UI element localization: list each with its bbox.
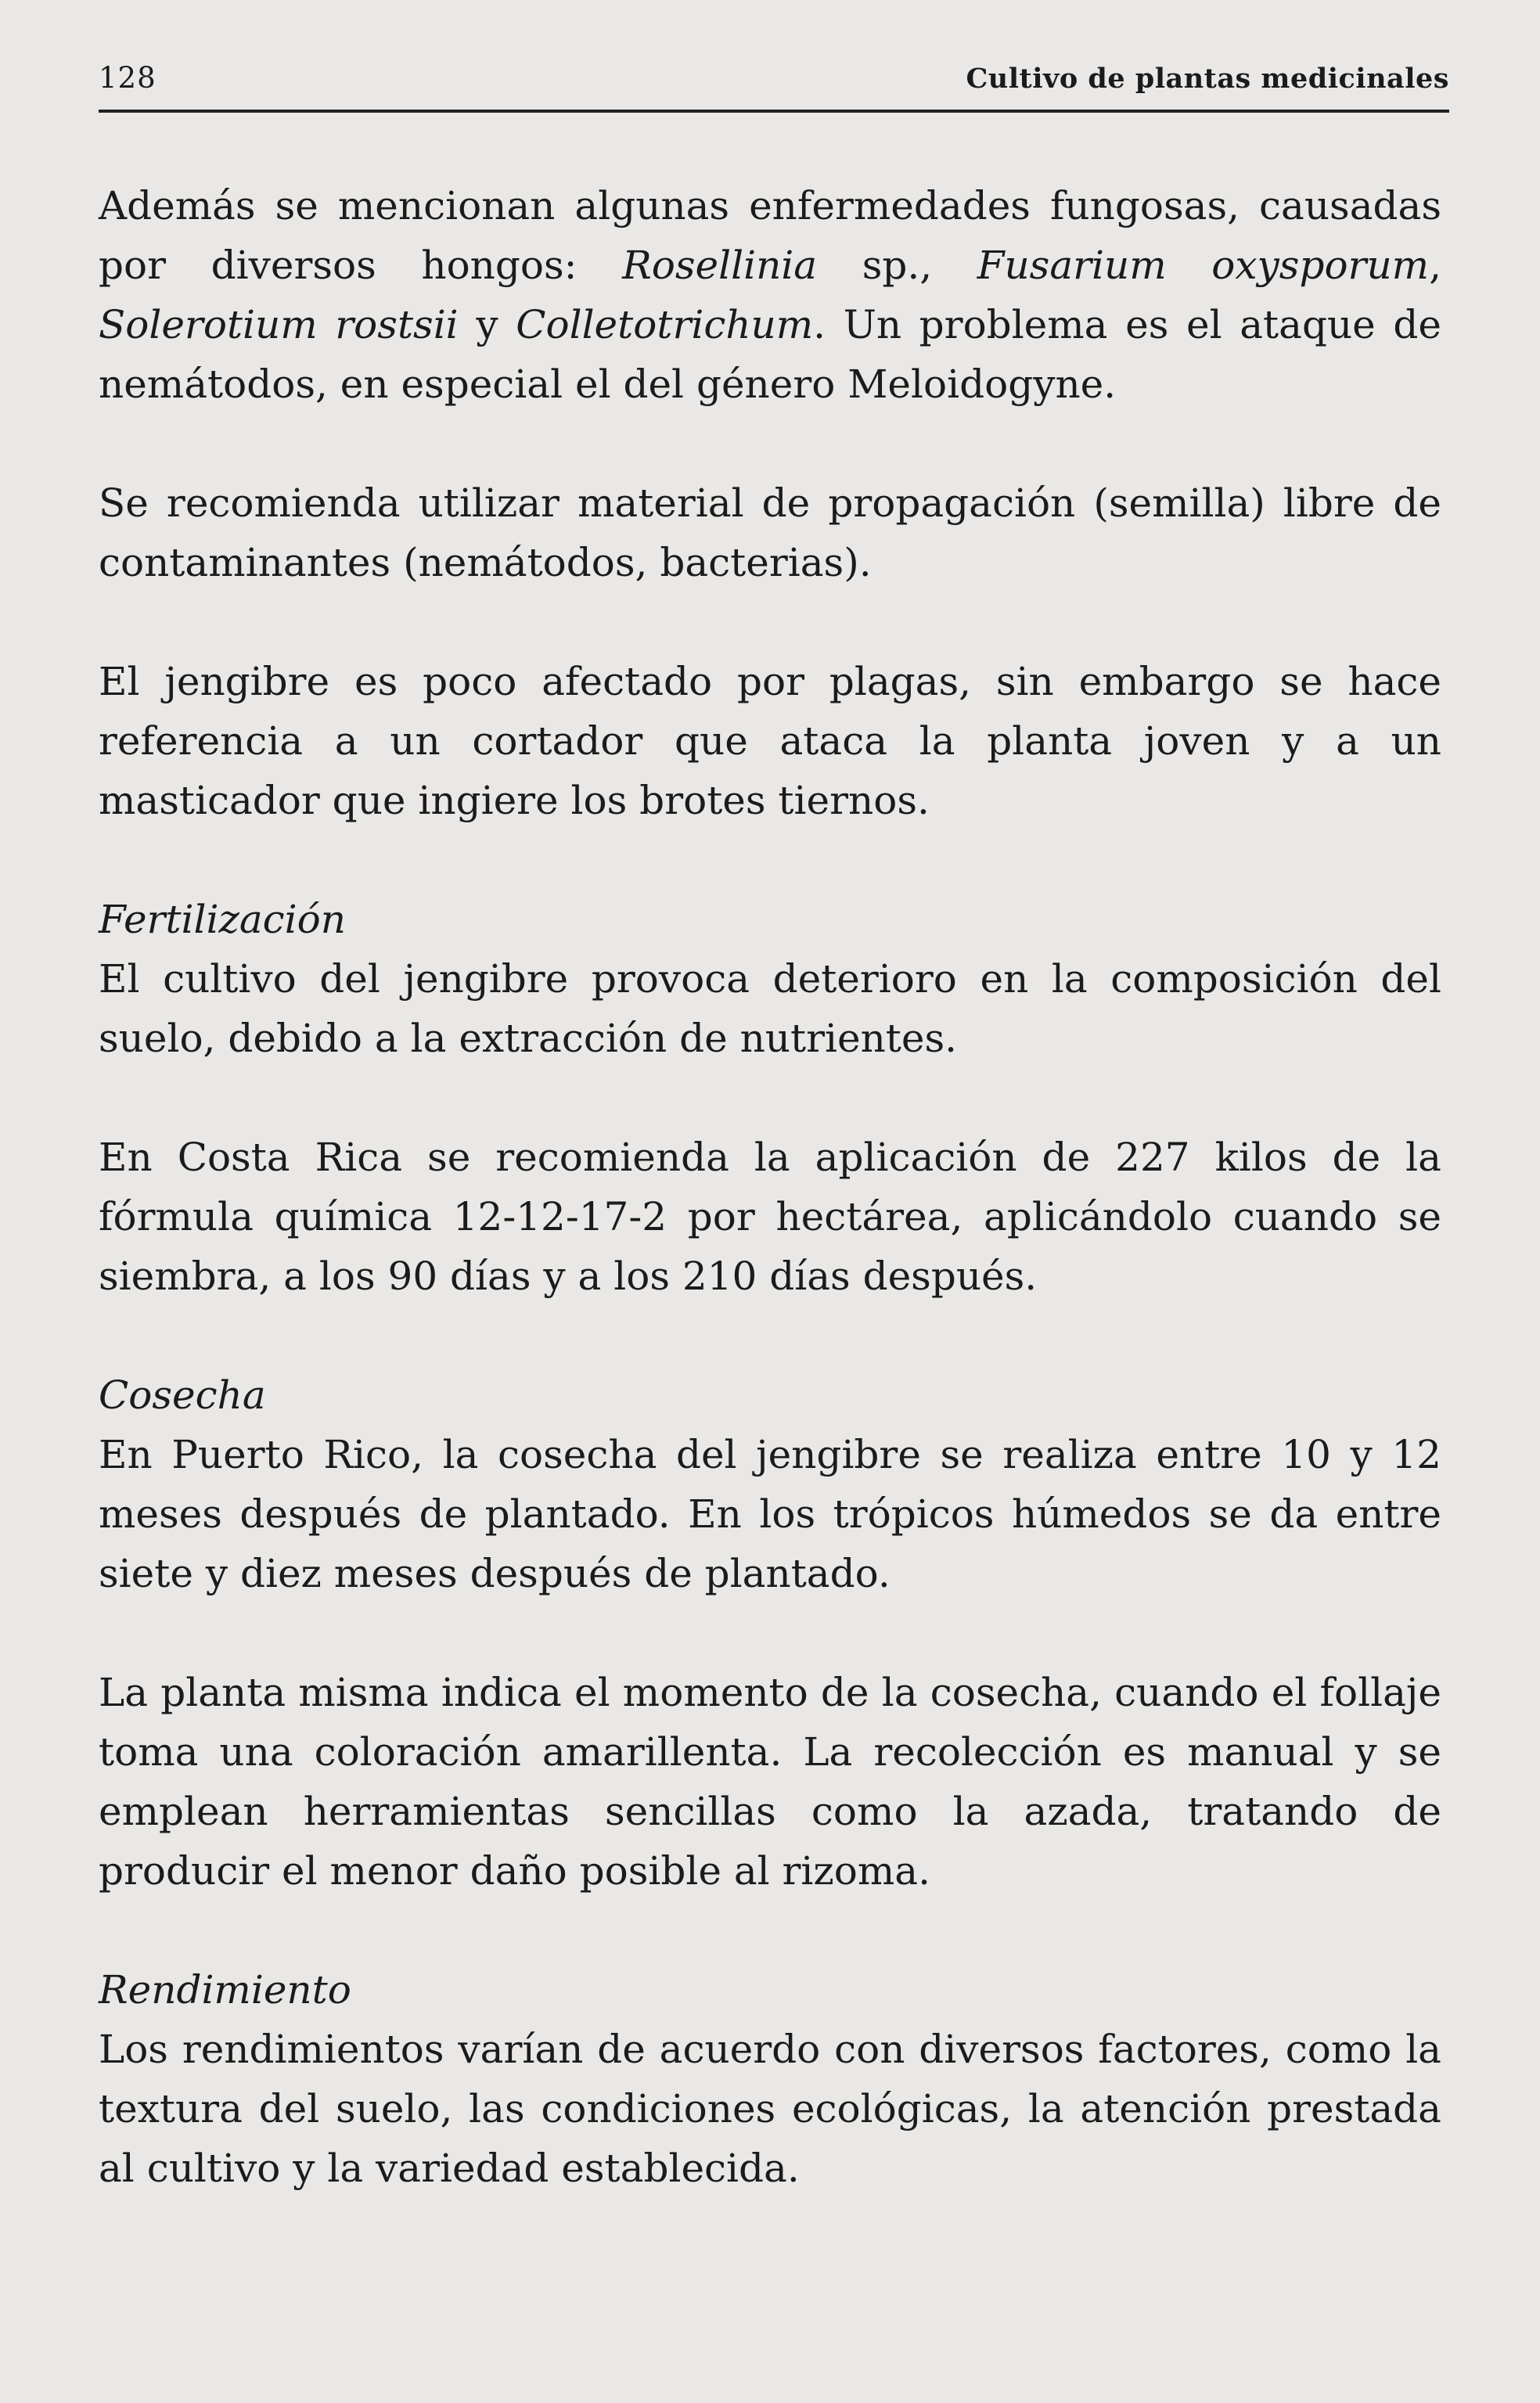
paragraph-rendimiento-1: Los rendimientos varían de acuerdo con diversos factores, como la textura del suelo, las condiciones ecológicas, la atención prestada al cultivo y la variedad establecida. [99, 2027, 1441, 2191]
paragraph-propagation: Se recomienda utilizar material de propagación (semilla) libre de contaminantes (nemátodos, bacterias). [99, 480, 1441, 585]
body-text [99, 176, 1441, 2257]
heading-cosecha: Cosecha [99, 1372, 266, 1418]
text-span: , [1429, 243, 1441, 288]
text-span: sp., [817, 243, 977, 288]
paragraph-fertilizacion-2: En Costa Rica se recomienda la aplicación de 227 kilos de la fórmula química 12-12-17-2 por hectárea, aplicándolo cuando se siembra, a los 90 días y a los 210 días después. [99, 1135, 1441, 1299]
species-name: Solerotium rostsii [99, 302, 459, 347]
paragraph-cosecha-2: La planta misma indica el momento de la cosecha, cuando el follaje toma una coloración amarillenta. La recolección es manual y se emplean herramientas sencillas como la azada, tratando de producir el menor daño posible al rizoma. [99, 1670, 1441, 1894]
species-name: Fusarium oxysporum [977, 243, 1430, 288]
text-span: Además se mencionan algunas enfermedades fungosas, causadas por diversos hongos: [99, 183, 1441, 288]
species-name: Rosellinia [622, 243, 818, 288]
page-number: 128 [99, 61, 157, 95]
page-header [99, 55, 1449, 113]
paragraph-diseases [99, 176, 1441, 414]
heading-rendimiento: Rendimiento [99, 1967, 351, 2013]
text-span: . Un problema es el ataque de nemátodos, en especial el del género Meloidogyne. [99, 302, 1441, 407]
species-name: Colletotrichum [516, 302, 814, 347]
paragraph-fertilizacion-1: El cultivo del jengibre provoca deterioro en la composición del suelo, debido a la extracción de nutrientes. [99, 956, 1441, 1061]
paragraph-cosecha-1: En Puerto Rico, la cosecha del jengibre se realiza entre 10 y 12 meses después de plantado. En los trópicos húmedos se da entre siete y diez meses después de plantado. [99, 1432, 1441, 1596]
text-span: y [458, 302, 516, 347]
paragraph-pests: El jengibre es poco afectado por plagas, sin embargo se hace referencia a un cortador que ataca la planta joven y a un masticador que ingiere los brotes tiernos. [99, 659, 1441, 823]
heading-fertilizacion: Fertilización [99, 897, 346, 942]
running-title: Cultivo de plantas medicinales [966, 63, 1449, 95]
